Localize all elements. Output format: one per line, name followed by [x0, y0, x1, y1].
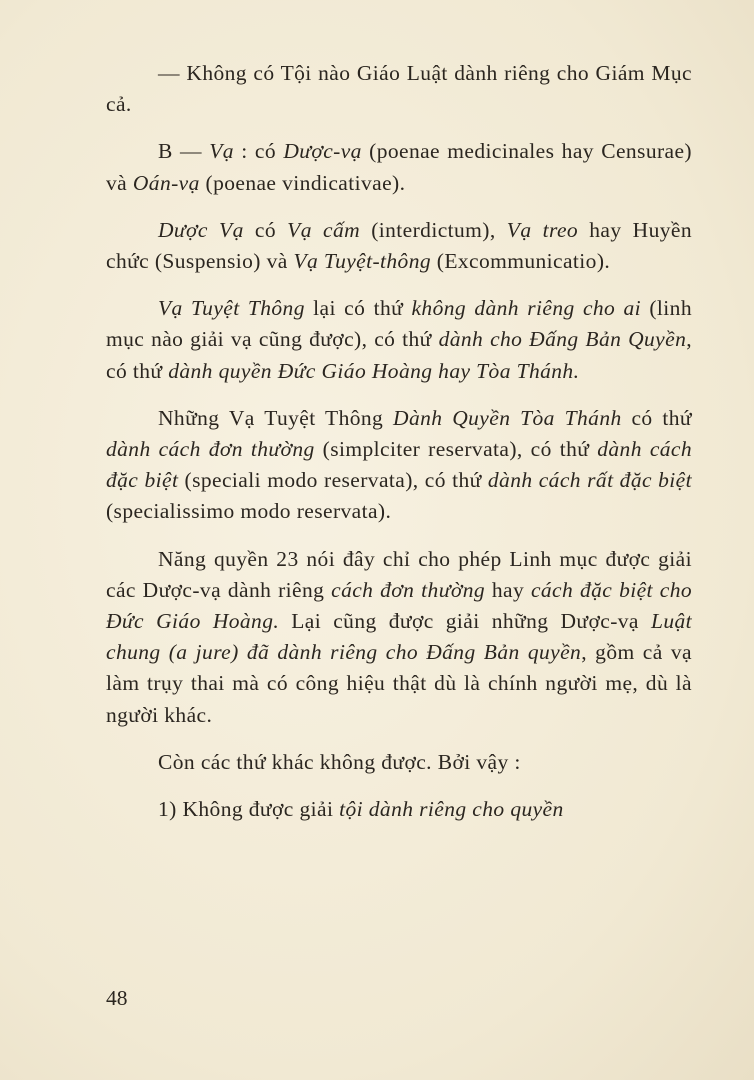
paragraph-8 — [106, 794, 692, 825]
text-run: Lại cũng được giải những Dược-vạ — [279, 609, 651, 634]
text-run: (poenae medicinales hay Censurae) và — [106, 139, 692, 195]
page-number: 48 — [106, 986, 128, 1010]
italic-term: Luật chung (a jure) đã dành riêng cho Đấng Bản quyền — [106, 609, 692, 665]
italic-term: dành cho Đấng Bản Quyền — [438, 327, 687, 352]
italic-term: Vạ Tuyệt-thông — [293, 249, 432, 274]
page-text-body — [106, 58, 692, 841]
italic-term: tội dành riêng cho quyền — [339, 797, 564, 822]
paragraph-4 — [106, 293, 692, 387]
italic-term: cách đơn thường — [331, 577, 486, 602]
text-run: hay — [485, 577, 531, 602]
text-run: B — — [158, 139, 210, 164]
paragraph-5 — [106, 403, 692, 528]
paragraph-1 — [106, 58, 692, 120]
text-run: (specialissimo modo reservata). — [106, 499, 392, 524]
italic-term: dành quyền Đức Giáo Hoàng hay Tòa Thánh. — [168, 358, 580, 383]
italic-term: dành cách rất đặc biệt — [487, 468, 692, 493]
italic-term: Dược Vạ — [158, 217, 244, 242]
text-run: (interdictum), — [360, 217, 507, 242]
text-run: : có — [233, 139, 284, 164]
italic-term: dành cách đặc biệt — [106, 437, 693, 493]
paragraph-2 — [106, 136, 692, 198]
italic-term: không dành riêng cho ai — [411, 296, 642, 321]
italic-term: cách đặc biệt cho Đức Giáo Hoàng. — [106, 577, 693, 634]
text-run: (linh mục nào giải vạ cũng được), có thứ — [106, 296, 692, 352]
paragraph-6 — [106, 544, 692, 731]
text-run: Những Vạ Tuyệt Thông — [158, 405, 394, 430]
text-run: có thứ — [621, 405, 692, 430]
italic-term: Vạ Tuyệt Thông — [158, 296, 305, 321]
text-run: , có thứ — [106, 327, 693, 383]
italic-term: Dành Quyền Tòa Thánh — [393, 405, 622, 430]
italic-term: Dược-vạ — [283, 139, 362, 164]
text-run: Còn các thứ khác không được. Bởi vậy : — [158, 749, 521, 774]
paragraph-7 — [106, 747, 692, 778]
text-run: có — [243, 217, 288, 242]
text-run: 1) Không được giải — [158, 797, 340, 822]
italic-term: dành cách đơn thường — [106, 437, 315, 462]
italic-term: Vạ — [209, 139, 234, 164]
italic-term: Vạ treo — [506, 217, 579, 242]
text-run: (poenae vindicativae). — [199, 170, 406, 195]
italic-term: Oán-vạ — [132, 170, 200, 195]
text-run: Năng quyền 23 nói đây chỉ cho phép Linh mục được giải các Dược-vạ dành riêng — [106, 546, 692, 602]
text-run: (Excommunicatio). — [431, 249, 611, 274]
italic-term: Vạ cấm — [287, 217, 361, 242]
text-run: (simplciter reservata), có thứ — [314, 437, 598, 462]
paragraph-3 — [106, 215, 692, 277]
text-run: — Không có Tội nào Giáo Luật dành riêng cho Giám Mục cả. — [106, 61, 692, 117]
text-run: hay Huyền chức (Suspensio) và — [106, 217, 692, 274]
text-run: (speciali modo reservata), có thứ — [178, 468, 488, 493]
text-run: , gồm cả vạ làm trụy thai mà có công hiệu thật dù là chính người mẹ, dù là người khác. — [106, 640, 692, 727]
text-run: lại có thứ — [304, 296, 412, 321]
